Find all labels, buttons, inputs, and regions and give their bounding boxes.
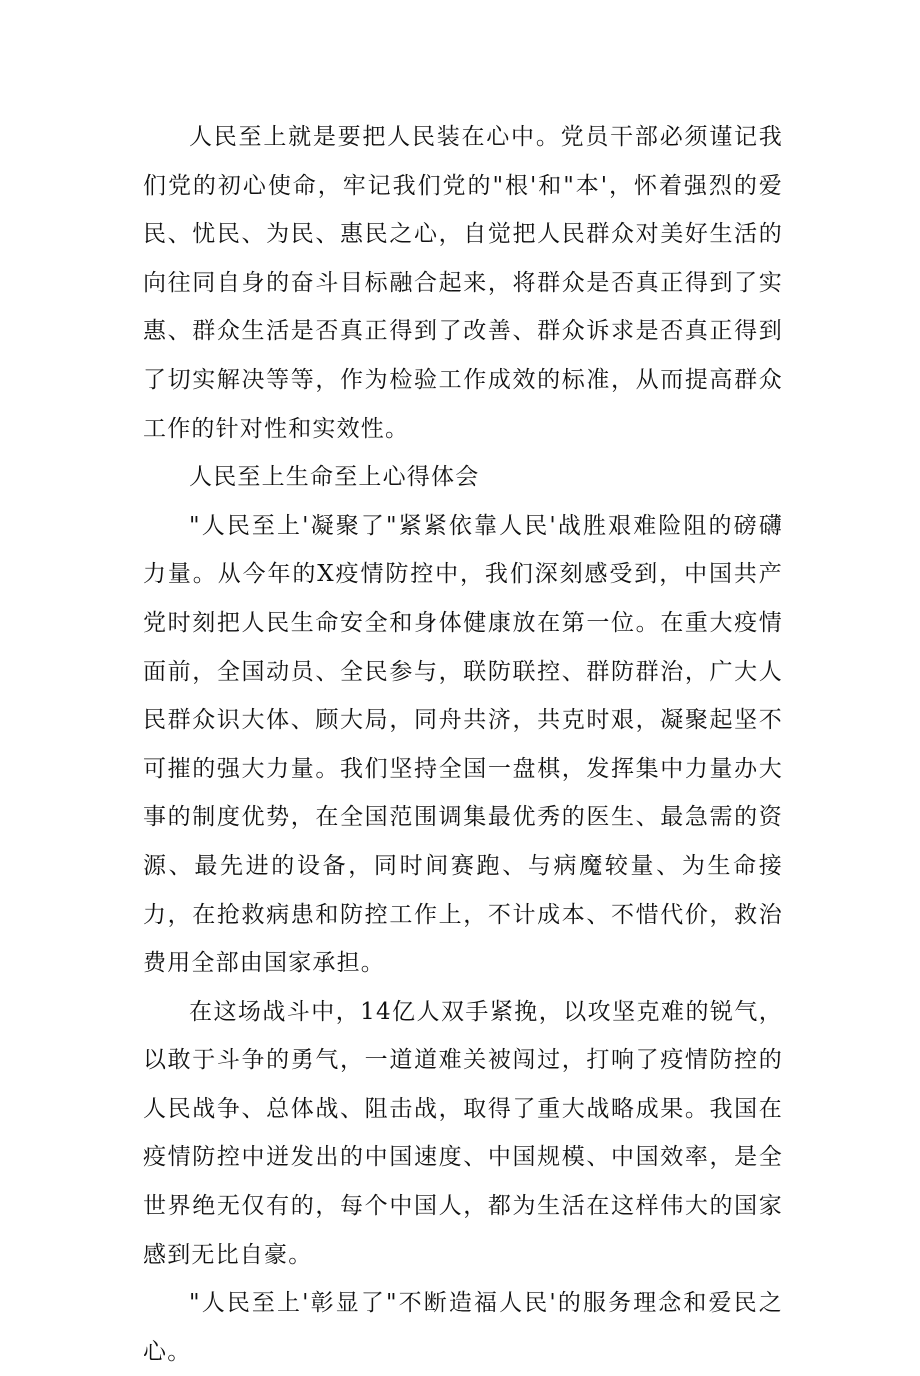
- paragraph-people-first: 人民至上就是要把人民装在心中。党员干部必须谨记我们党的初心使命，牢记我们党的"根'和"本'，怀着强烈的爱民、忧民、为民、惠民之心，自觉把人民群众对美好生活的向往同自身的奋斗目标融合起来，将群众是否真正得到了实惠、群众生活是否真正得到了改善、群众诉求是否真正得到了切实解决等等，作为检验工作成效的标准，从而提高群众工作的针对性和实效性。: [143, 124, 783, 442]
- document-body: [143, 113, 783, 1376]
- paragraph-battle: 在这场战斗中，14亿人双手紧挽，以攻坚克难的锐气，以敢于斗争的勇气，一道道难关被闯过，打响了疫情防控的人民战争、总体战、阻击战，取得了重大战略成果。我国在疫情防控中迸发出的中国速度、中国规模、中国效率，是全世界绝无仅有的，每个中国人，都为生活在这样伟大的国家感到无比自豪。: [143, 998, 783, 1268]
- paragraph-rely-on-people: "人民至上'凝聚了"紧紧依靠人民'战胜艰难险阻的磅礴力量。从今年的X疫情防控中，我们深刻感受到，中国共产党时刻把人民生命安全和身体健康放在第一位。在重大疫情面前，全国动员、全民参与，联防联控、群防群治，广大人民群众识大体、顾大局，同舟共济，共克时艰，凝聚起坚不可摧的强大力量。我们坚持全国一盘棋，发挥集中力量办大事的制度优势，在全国范围调集最优秀的医生、最急需的资源、最先进的设备，同时间赛跑、与病魔较量、为生命接力，在抢救病患和防控工作上，不计成本、不惜代价，救治费用全部由国家承担。: [143, 512, 783, 977]
- section-heading: 人民至上生命至上心得体会: [189, 464, 480, 491]
- paragraph-benefit-people: "人民至上'彰显了"不断造福人民'的服务理念和爱民之心。: [143, 1290, 783, 1365]
